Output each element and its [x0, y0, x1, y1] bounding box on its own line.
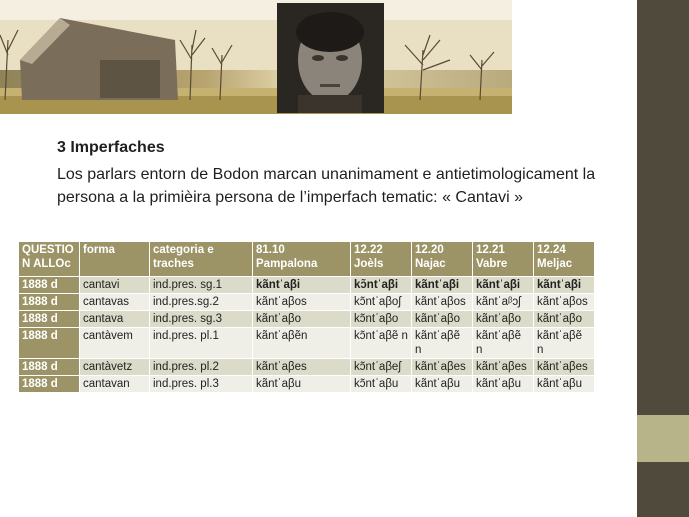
table-cell: kãntˈaβi — [473, 277, 534, 294]
table-cell: cantava — [80, 311, 150, 328]
header-banner — [0, 0, 512, 114]
table-cell: 1888 d — [19, 376, 80, 393]
table-cell: kãntˈaβu — [473, 376, 534, 393]
table-cell: kãntˈaβu — [534, 376, 595, 393]
table-cell: kɔ̃ntˈaβu — [351, 376, 412, 393]
table-cell: cantavi — [80, 277, 150, 294]
table-cell: kãntˈaβes — [534, 359, 595, 376]
header-meljac: 12.24 Meljac — [534, 242, 595, 277]
table-cell: 1888 d — [19, 359, 80, 376]
table-cell: cantàvetz — [80, 359, 150, 376]
table-cell: kãntˈaβu — [412, 376, 473, 393]
header-categoria: categoria e traches — [150, 242, 253, 277]
table-cell: kãntˈaβo — [534, 311, 595, 328]
table-header-row — [19, 242, 595, 277]
header-pampalona: 81.10 Pampalona — [253, 242, 351, 277]
table-cell: kãntˈaᵝɔʃ — [473, 294, 534, 311]
header-vabre: 12.21 Vabre — [473, 242, 534, 277]
header-najac: 12.20 Najac — [412, 242, 473, 277]
table-row — [19, 376, 595, 393]
header-forma: forma — [80, 242, 150, 277]
table-cell: cantàvem — [80, 328, 150, 359]
table-cell: kãntˈaβẽ n — [534, 328, 595, 359]
table-row — [19, 311, 595, 328]
table-cell: kãntˈaβi — [253, 277, 351, 294]
table-cell: kãntˈaβes — [412, 359, 473, 376]
banner-photos — [0, 0, 512, 114]
table-cell: 1888 d — [19, 294, 80, 311]
table-cell: kɔ̃ntˈaβoʃ — [351, 294, 412, 311]
table-cell: kãntˈaβẽ n — [473, 328, 534, 359]
slide-title: 3 Imperfaches — [57, 139, 165, 156]
table-cell: ind.pres. sg.1 — [150, 277, 253, 294]
table-cell: 1888 d — [19, 328, 80, 359]
table-cell: kãntˈaβu — [253, 376, 351, 393]
table-cell: kãntˈaβi — [412, 277, 473, 294]
table-cell: 1888 d — [19, 277, 80, 294]
table-cell: kãntˈaβes — [253, 359, 351, 376]
table-cell: kãntˈaβo — [473, 311, 534, 328]
table-cell: kɔ̃ntˈaβo — [351, 311, 412, 328]
table-cell: kɔ̃ntˈaβeʃ — [351, 359, 412, 376]
slide-body-text: Los parlars entorn de Bodon marcan unanimament e antietimologicament la persona a la primièira persona de l’imperfach tematic: « Cantavi » — [57, 166, 596, 206]
table-cell: kãntˈaβos — [253, 294, 351, 311]
sidebar-decoration — [637, 0, 689, 517]
table-cell: kãntˈaβos — [412, 294, 473, 311]
table-cell: ind.pres. pl.1 — [150, 328, 253, 359]
table-cell: ind.pres. pl.2 — [150, 359, 253, 376]
table-cell: ind.pres. pl.3 — [150, 376, 253, 393]
table-cell: cantavas — [80, 294, 150, 311]
table-cell: 1888 d — [19, 311, 80, 328]
sidebar-accent-band — [637, 415, 689, 462]
table-cell: kãntˈaβo — [253, 311, 351, 328]
table-cell: ind.pres. sg.3 — [150, 311, 253, 328]
table-row — [19, 328, 595, 359]
table-row — [19, 294, 595, 311]
header-question: QUESTIO N ALLOc — [19, 242, 80, 277]
table-cell: kãntˈaβo — [412, 311, 473, 328]
table-cell: cantavan — [80, 376, 150, 393]
table-cell: kãntˈaβẽn — [253, 328, 351, 359]
table-cell: kãntˈaβẽ n — [412, 328, 473, 359]
conjugation-table — [19, 242, 595, 393]
table-cell: kɔ̃ntˈaβẽ n — [351, 328, 412, 359]
table-cell: kãntˈaβi — [534, 277, 595, 294]
table-cell: kɔ̃ntˈaβi — [351, 277, 412, 294]
header-joels: 12.22 Joèls — [351, 242, 412, 277]
table-row — [19, 359, 595, 376]
table-cell: kãntˈaβes — [473, 359, 534, 376]
table-cell: kãntˈaβos — [534, 294, 595, 311]
table-row — [19, 277, 595, 294]
table-cell: ind.pres.sg.2 — [150, 294, 253, 311]
